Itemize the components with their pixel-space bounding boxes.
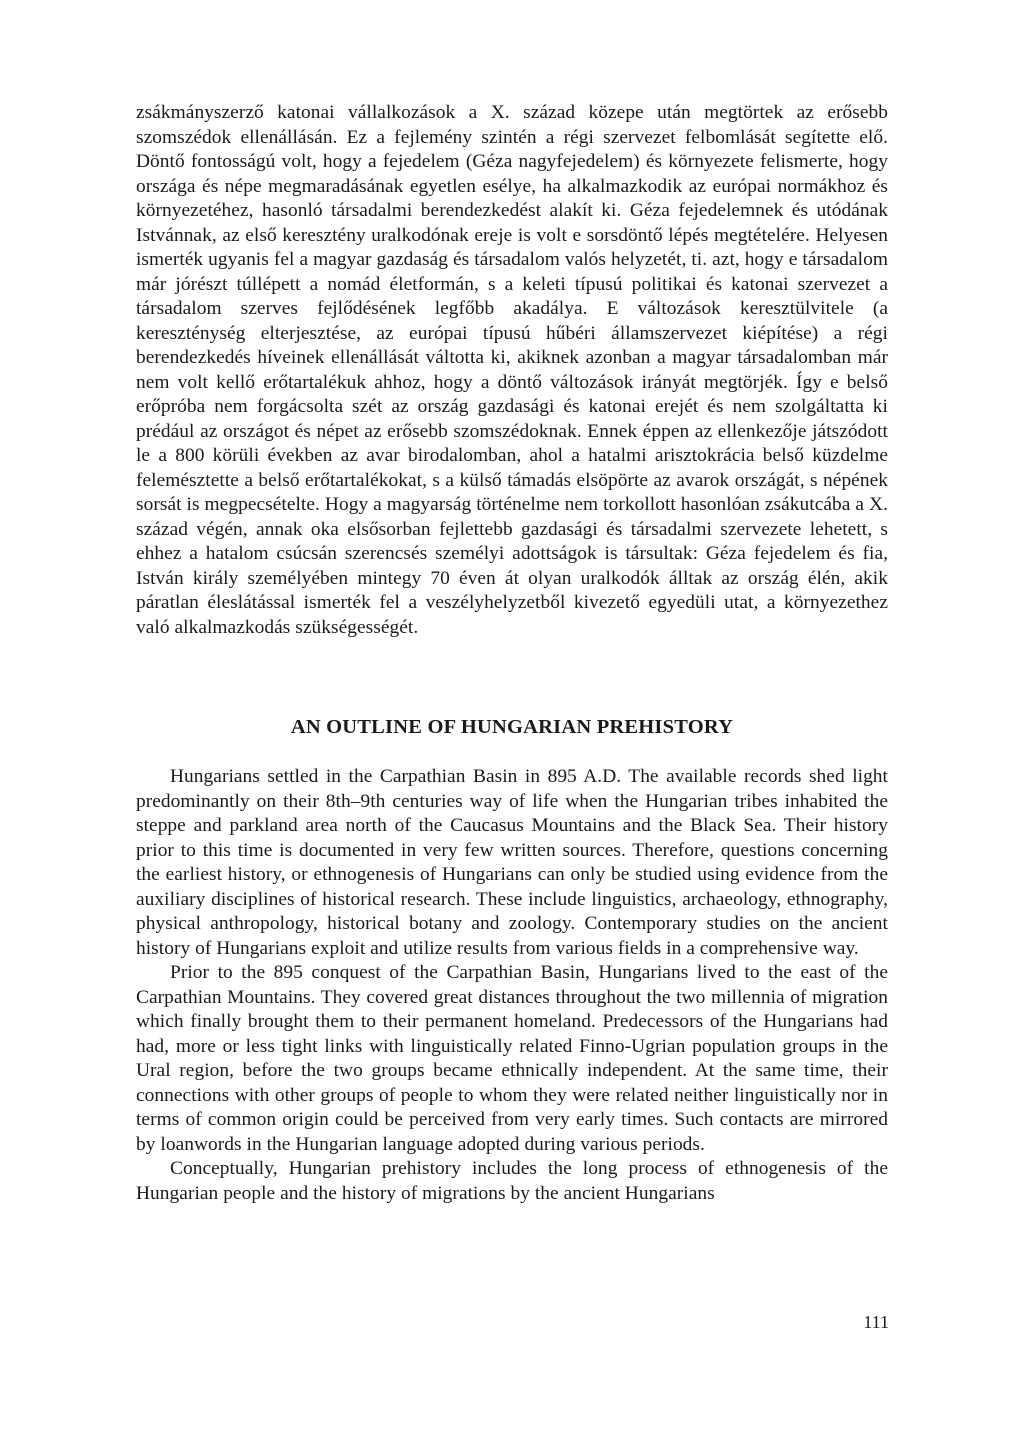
- english-paragraph-1: Hungarians settled in the Carpathian Basin in 895 A.D. The available records shed light predominantly on their 8th–9th centuries way of life when the Hungarian tribes inhabited the steppe and parkland area north of the Caucasus Mountains and the Black Sea. Their history prior to this time is documented in very few written sources. Therefore, questions concerning the earliest history, or ethnogenesis of Hungarians can only be studied using evidence from the auxiliary disciplines of historical research. These include linguistics, archaeology, ethnography, physical anthropology, historical botany and zoology. Contemporary studies on the ancient history of Hungarians exploit and utilize results from various fields in a comprehensive way.: [136, 766, 888, 959]
- section-heading-block: [136, 714, 888, 740]
- hungarian-paragraph: zsákmányszerző katonai vállalkozások a X. század közepe után megtörtek az erősebb szomszédok ellenállásán. Ez a fejlemény szintén a régi szervezet felbomlását segítette elő. Döntő fontosságú volt, hogy a fejedelem (Géza nagyfejedelem) és környezete felismerte, hogy országa és népe megmaradásának egyetlen esélye, ha alkalmazkodik az európai normákhoz és környezetéhez, hasonló társadalmi berendezkedést alakít ki. Géza fejedelemnek és utódának Istvánnak, az első keresztény uralkodónak ereje is volt e sorsdöntő lépés megtételére. Helyesen ismerték ugyanis fel a magyar gazdaság és társadalom valós helyzetét, ti. azt, hogy e társadalom már jórészt túllépett a nomád életformán, s a keleti típusú politikai és katonai szervezet a társadalom szerves fejlődésének legfőbb akadálya. E változások keresztülvitele (a kereszténység elterjesztése, az európai típusú hűbéri államszervezet kiépítése) a régi berendezkedés híveinek ellenállását váltotta ki, akiknek azonban a magyar társadalomban már nem volt kellő erőtartalékuk ahhoz, hogy a döntő változások irányát megtörjék. Így e belső erőpróba nem forgácsolta szét az ország gazdasági és katonai erejét és nem szolgáltatta ki prédául az országot és népet az erősebb szomszédoknak. Ennek éppen az ellenkezője játszódott le a 800 körüli években az avar birodalomban, ahol a hatalmi arisztokrácia belső küzdelme felemésztette a belső erőtartalékokat, s a külső támadás elsöpörte az avarok országát, s népének sorsát is megpecsételte. Hogy a magyarság történelme nem torkollott hasonlóan zsákutcába a X. század végén, annak oka elsősorban fejlettebb gazdasági és társadalmi szervezete lehetett, s ehhez a hatalom csúcsán szerencsés személyi adottságok is társultak: Géza fejedelem és fia, István király személyében mintegy 70 éven át olyan uralkodók álltak az ország élén, akik páratlan éleslátással ismerték fel a veszélyhelyzetből kivezető egyedüli utat, a környezethez való alkalmazkodás szükségességét.: [136, 102, 888, 638]
- section-title: AN OUTLINE OF HUNGARIAN PREHISTORY: [290, 716, 734, 738]
- hungarian-text-block: [136, 101, 888, 640]
- english-paragraph-3: Conceptually, Hungarian prehistory includes the long process of ethnogenesis of the Hungarian people and the history of migrations by the ancient Hungarians: [136, 1158, 888, 1204]
- english-text-block: [136, 765, 888, 1206]
- english-paragraph-2: Prior to the 895 conquest of the Carpathian Basin, Hungarians lived to the east of the Carpathian Mountains. They covered great distances throughout the two millennia of migration which finally brought them to their permanent homeland. Predecessors of the Hungarians had had, more or less tight links with linguistically related Finno-Ugrian population groups in the Ural region, before the two groups became ethnically independent. At the same time, their connections with other groups of people to whom they were related neither linguistically nor in terms of common origin could be perceived from very early times. Such contacts are mirrored by loanwords in the Hungarian language adopted during various periods.: [136, 962, 888, 1155]
- page-number: 111: [863, 1312, 889, 1332]
